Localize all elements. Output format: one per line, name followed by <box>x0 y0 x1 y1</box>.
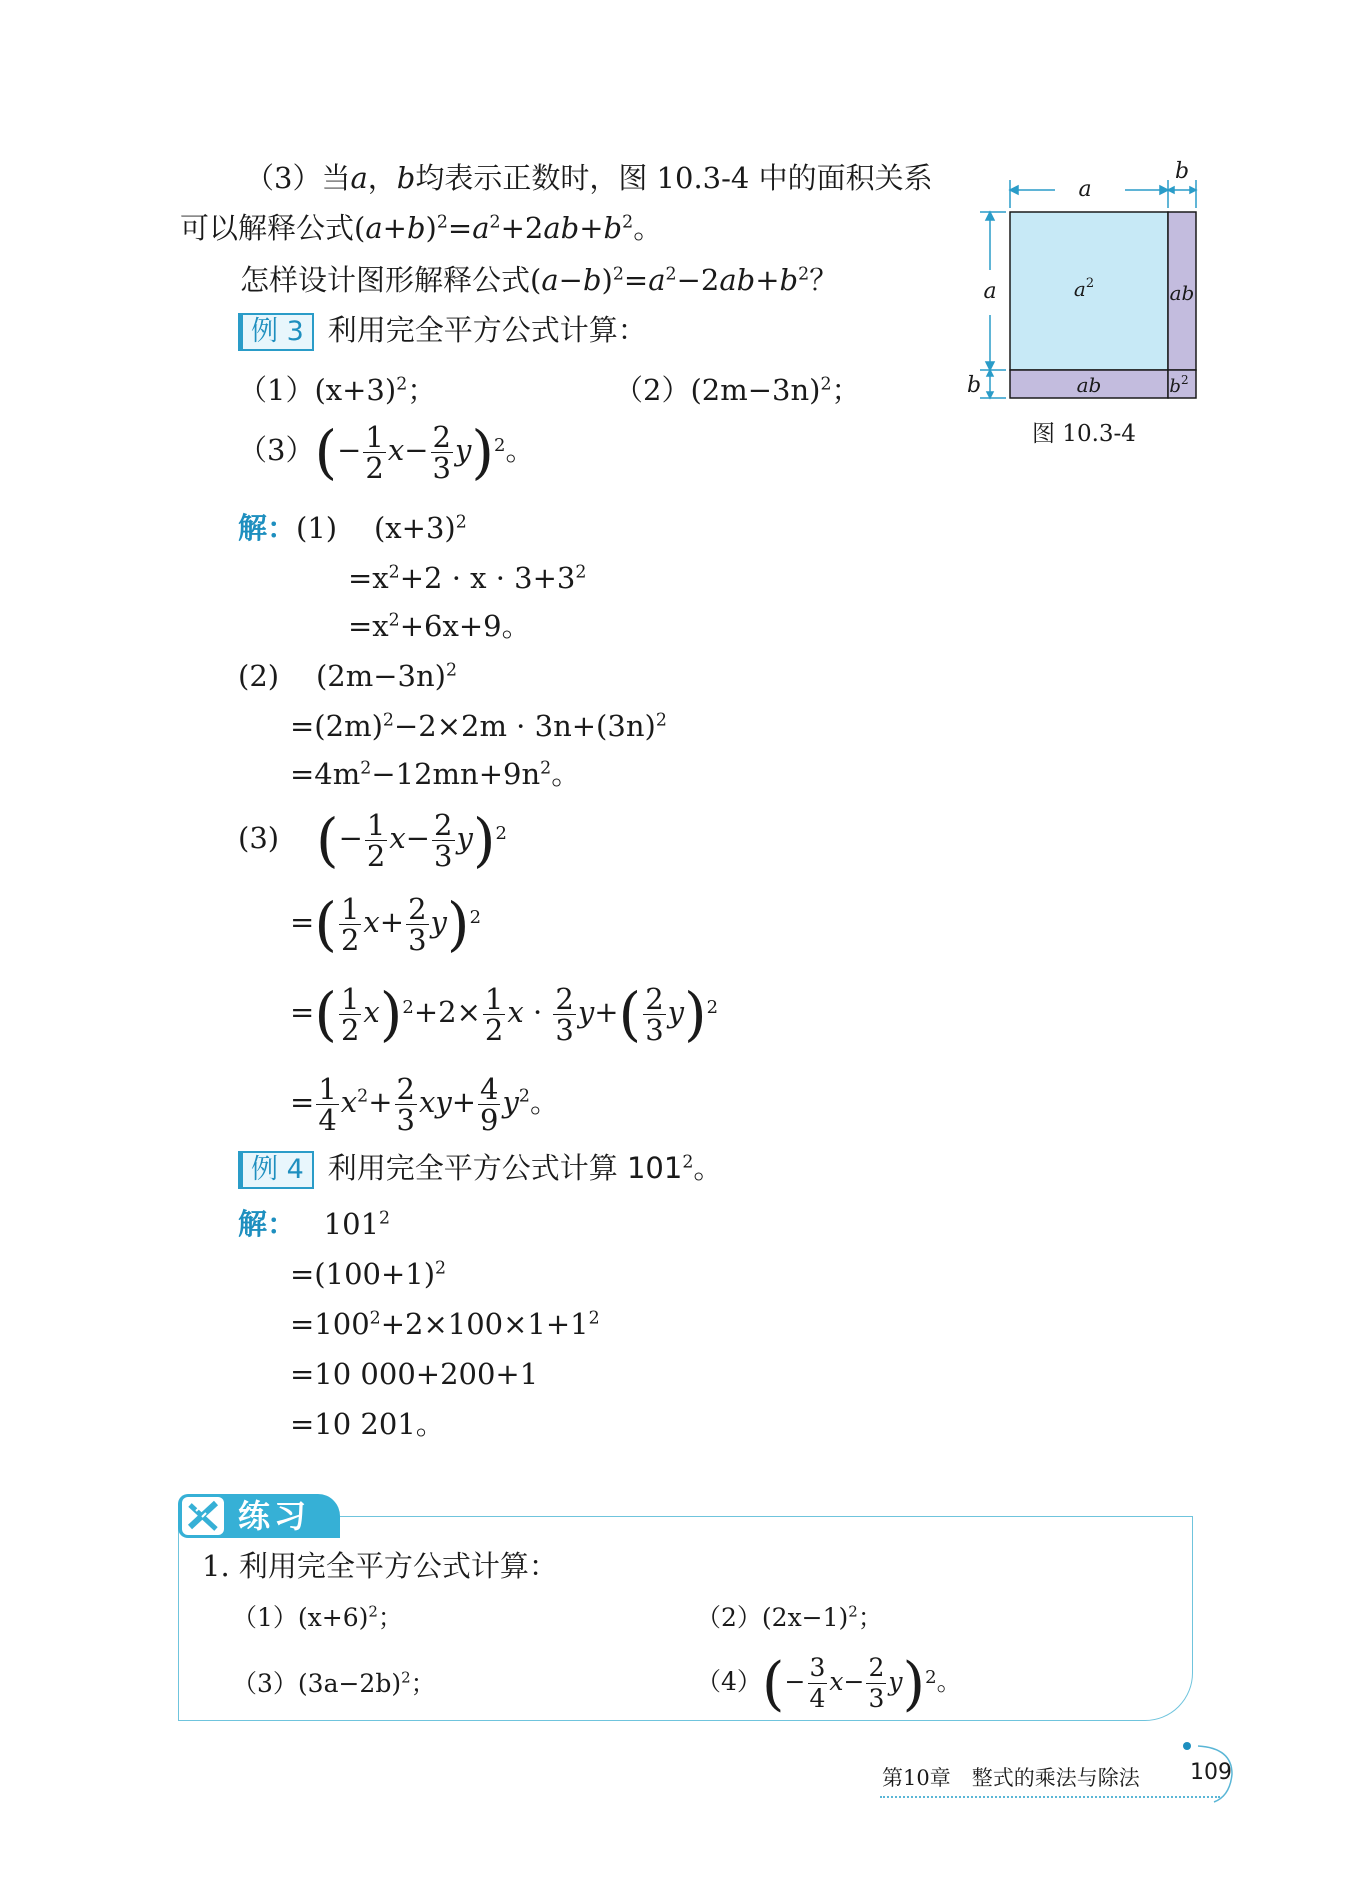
example3-solution-3-line-2: =( $\frac{1}{2}$ x+ $\frac{2}{3}$ y)$^2$ <box>290 890 482 958</box>
exercise-item-2: $(2)(2x-1)^2$； <box>696 1602 883 1632</box>
example3-solution-2-line-1: (2) $(2m-3n)^2$ <box>238 659 458 693</box>
intro-line-3: 怎样设计图形解释公式$(a-b)^2=a^2-2ab+b^2$？ <box>240 263 839 297</box>
exercise-icon-bg <box>182 1497 224 1535</box>
top-dimension-arrows <box>1010 180 1196 208</box>
exercise-item-4: （4）(− $\frac{3}{4}$ x− $\frac{2}{3}$ y)$^2$。 <box>696 1649 962 1718</box>
example4-line-5: =10 201。 <box>290 1407 445 1441</box>
label-b-left: b <box>966 373 982 398</box>
example3-q2: $(2)(2m-3n)^2$； <box>614 373 861 407</box>
exercise-item-1: $(1)(x+6)^2$； <box>232 1602 403 1632</box>
example3-solution-3-line-1: (3) (− $\frac{1}{2}$ x− $\frac{2}{3}$ y)$^2$ <box>238 806 507 874</box>
example3-q1: $(1)(x+3)^2$； <box>238 373 437 407</box>
figure-caption: 图 10.3-4 <box>1032 421 1136 447</box>
solution-label-2: 解： <box>238 1207 297 1241</box>
example3-solution-1-line-3: $=x^2+6x+9$。 <box>348 609 531 643</box>
example3-tag: 例 3 <box>238 313 314 351</box>
cell-ab-right-label: ab <box>1169 281 1195 305</box>
example3-solution-2-line-2: $=(2m)^2-2\times 2m \cdot 3n+(3n)^2$ <box>290 709 667 743</box>
exercise-item-3: $(3)(3a-2b)^2$； <box>232 1668 436 1698</box>
footer-chapter: 第10章 整式的乘法与除法 <box>882 1766 1140 1790</box>
page-number: 109 <box>1190 1760 1232 1785</box>
label-a-left: a <box>983 279 997 304</box>
left-dimension-arrows <box>980 212 1006 398</box>
example3-q3: （3）(− $\frac{1}{2}$ x− $\frac{2}{3}$ y)$^2$。 <box>238 418 535 486</box>
footer-divider <box>880 1796 1220 1798</box>
example3-solution-3-line-4: = $\frac{1}{4}$ $x^2+$ $\frac{2}{3}$ xy+ $\frac{4}{9}$ $y^2$。 <box>290 1071 559 1137</box>
label-a-top: a <box>1078 177 1092 202</box>
footer-arc-decoration <box>1180 1738 1240 1808</box>
solution-label: 解： <box>238 511 297 545</box>
exercise-title: 练习 <box>238 1497 311 1535</box>
example4-line-2: $=(100+1)^2$ <box>290 1257 447 1291</box>
cell-a2-label: $a^2$ <box>1073 276 1095 301</box>
cell-ab-bottom-label: ab <box>1076 373 1102 397</box>
intro-line-2: 可以解释公式$(a+b)^2=a^2+2ab+b^2$。 <box>180 211 663 245</box>
intro-line-1: （3）当a，b均表示正数时，图 10.3-4 中的面积关系 <box>245 161 933 195</box>
pencil-ruler-icon <box>182 1497 224 1535</box>
example3-solution-2-line-3: $=4m^2-12mn+9n^2$。 <box>290 757 581 791</box>
example3-heading: 例 3 利用完全平方公式计算： <box>238 312 647 351</box>
label-b-top: b <box>1174 160 1190 184</box>
exercise-question-1: 1. 利用完全平方公式计算： <box>202 1549 558 1583</box>
example4-line-1: 解： $101^2$ <box>238 1207 391 1241</box>
square-a2 <box>1010 212 1168 370</box>
example3-solution-1-line-2: $=x^2+2 \cdot x \cdot 3+3^2$ <box>348 561 587 595</box>
cell-b2-label: $b^2$ <box>1169 373 1189 397</box>
example4-heading: 例 4 利用完全平方公式计算 $101^2$。 <box>238 1150 722 1189</box>
area-figure <box>960 160 1210 450</box>
example4-tag: 例 4 <box>238 1151 314 1189</box>
example3-solution-3-line-3: =( $\frac{1}{2}$ x)$^2$+2× $\frac{1}{2}$ x · $\frac{2}{3}$ y+( $\frac{2}{3}$ y)$^2$ <box>290 980 719 1048</box>
example4-line-3: $=100^2+2\times 100\times 1+1^2$ <box>290 1307 600 1341</box>
example3-solution-1-line-1: 解：(1) $(x+3)^2$ <box>238 511 467 545</box>
example4-line-4: =10 000+200+1 <box>290 1357 539 1391</box>
